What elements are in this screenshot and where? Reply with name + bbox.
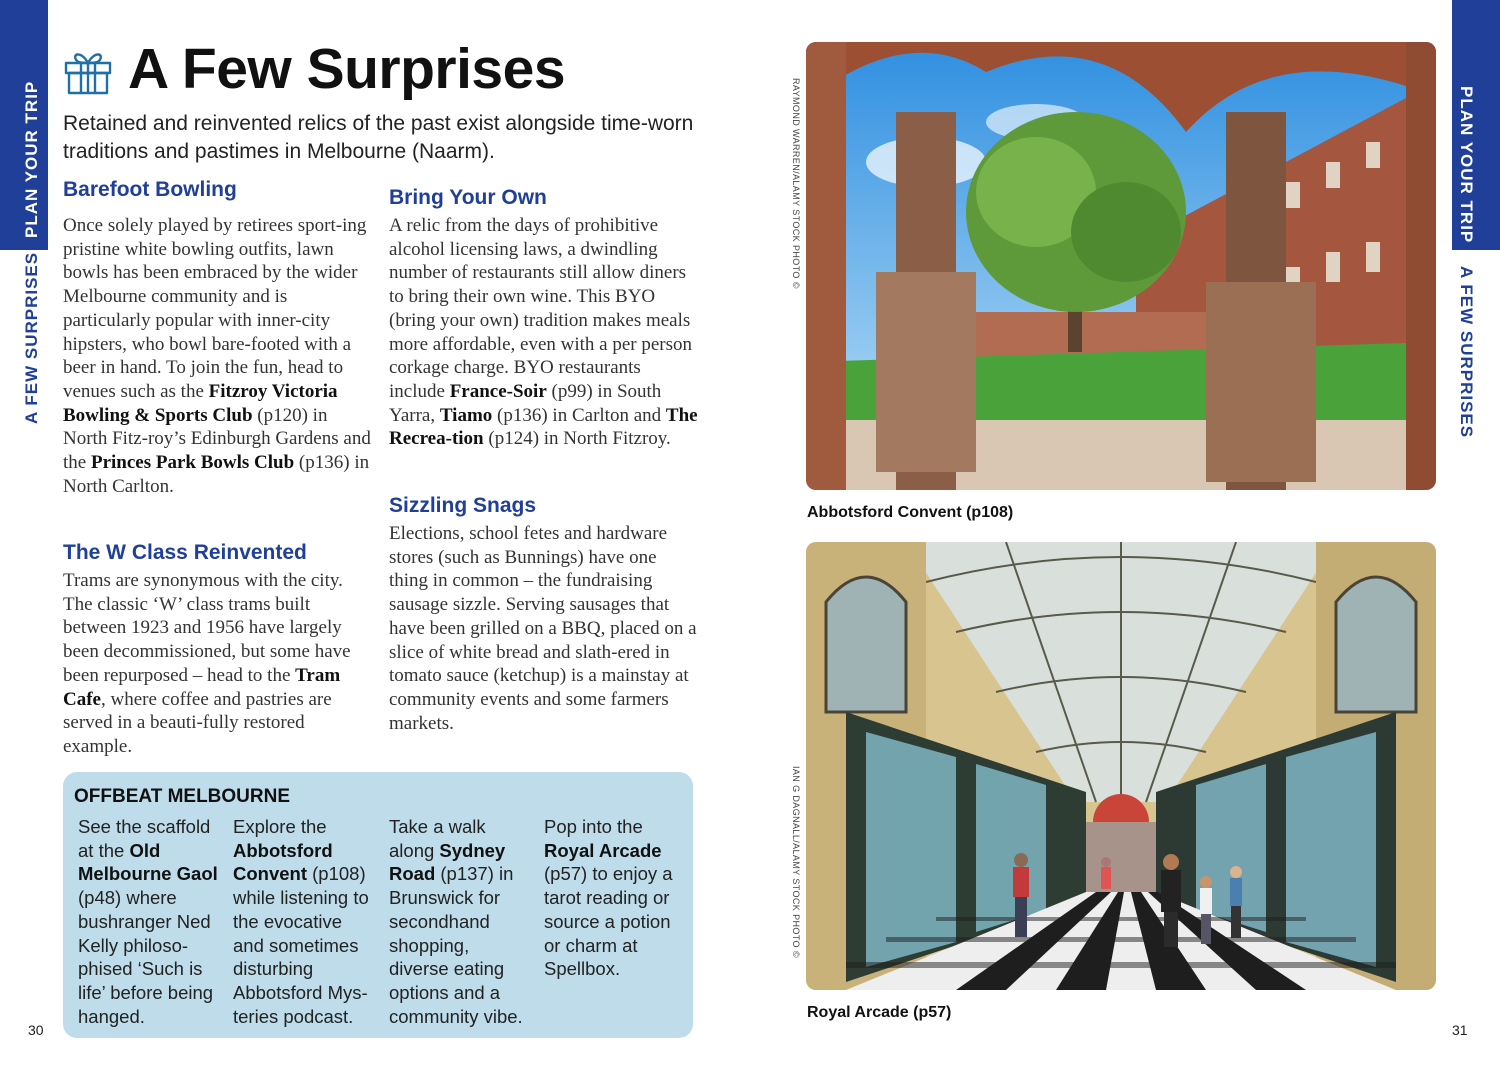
venue-the-recreation: The Recrea-tion <box>389 404 698 450</box>
venue-tram-cafe: Tram Cafe <box>63 664 341 710</box>
venue-france-soir: France-Soir <box>449 380 547 402</box>
chapter-tab-label-left: A FEW SURPRISES <box>22 251 41 424</box>
section-tab-label-left: PLAN YOUR TRIP <box>22 80 41 238</box>
photo-credit-convent: RAYMOND WARREN/ALAMY STOCK PHOTO © <box>791 78 801 289</box>
offbeat-item-convent: Explore the Abbotsford Convent (p108) while listening to the evocative and sometimes disturbing Abbotsford Mys-teries podcast. <box>233 816 369 1027</box>
abbotsford-convent-illustration <box>806 42 1436 490</box>
offbeat-title: OFFBEAT MELBOURNE <box>74 786 291 807</box>
caption-royal-arcade: Royal Arcade (p57) <box>807 1004 952 1021</box>
photo-credit-arcade: IAN G DAGNALL/ALAMY STOCK PHOTO © <box>791 766 801 958</box>
text-sizzling-snags: Elections, school fetes and hardware stores (such as Bunnings) have one thing in common – the fundraising sausage sizzle. Serving sausages that have been grilled on a BBQ, placed on a slice of white bread and slath-ered in tomato sauce (ketchup) is a mainstay at community events and some farmers markets. <box>389 523 697 734</box>
offbeat-item-gaol: See the scaffold at the Old Melbourne Gaol (p48) where bushranger Ned Kelly philoso-phised ‘Such is life’ before being hanged. <box>78 816 218 1027</box>
heading-bring-your-own: Bring Your Own <box>389 186 547 209</box>
venue-princes-park: Princes Park Bowls Club <box>90 452 295 474</box>
heading-sizzling-snags: Sizzling Snags <box>389 494 537 517</box>
offbeat-item-royal-arcade: Pop into the Royal Arcade (p57) to enjoy a tarot reading or source a potion or charm at Spellbox. <box>544 816 673 980</box>
text-barefoot-bowling: Once solely played by retirees sport-ing pristine white bowling outfits, lawn bowls has been embraced by the wider Melbourne community and is particularly popular with inner-city hipsters, who bowl bare-footed with a beer in hand. To join the fun, head to venues such as the Fitzroy Victoria Bowling & Sports Club (p120) in North Fitz-roy’s Edinburgh Gardens and the Princes Park Bowls Club (p136) in North Carlton. <box>63 215 371 497</box>
intro-text: Retained and reinvented relics of the past exist alongside time-worn traditions and pastimes in Melbourne (Naarm). <box>63 112 694 163</box>
royal-arcade-illustration <box>806 542 1436 990</box>
venue-fitzroy-victoria: Fitzroy Victoria Bowling & Sports Club <box>63 380 338 426</box>
text-bring-your-own: A relic from the days of prohibitive alcohol licensing laws, a dwindling number of restaurants still allow diners to bring their own wine. This BYO (bring your own) tradition makes meals more affordable, even with a per person corkage charge. BYO restaurants include France-Soir (p99) in South Yarra, Tiamo (p136) in Carlton and The Recrea-tion (p124) in North Fitzroy. <box>389 215 698 450</box>
venue-tiamo: Tiamo <box>439 404 493 426</box>
page-title: A Few Surprises <box>128 37 566 101</box>
chapter-tab-label-right: A FEW SURPRISES <box>1457 266 1476 439</box>
heading-w-class: The W Class Reinvented <box>63 541 307 564</box>
text-w-class: Trams are synonymous with the city. The classic ‘W’ class trams built between 1923 and 1956 have largely been decommissioned, but some have been repurposed – head to the Tram Cafe, where coffee and pastries are served in a beauti-fully restored example. <box>63 570 351 757</box>
page-number-left: 30 <box>28 1022 44 1038</box>
section-tab-label-right: PLAN YOUR TRIP <box>1457 86 1476 244</box>
photo-royal-arcade <box>806 542 1436 990</box>
offbeat-item-sydney-road: Take a walk along Sydney Road (p137) in Brunswick for secondhand shopping, diverse eating options and a community vibe. <box>389 816 523 1027</box>
gift-icon <box>63 46 113 96</box>
photo-abbotsford-convent <box>806 42 1436 490</box>
caption-abbotsford-convent: Abbotsford Convent (p108) <box>807 504 1014 521</box>
page-number-right: 31 <box>1452 1022 1468 1038</box>
heading-barefoot-bowling: Barefoot Bowling <box>63 178 237 201</box>
